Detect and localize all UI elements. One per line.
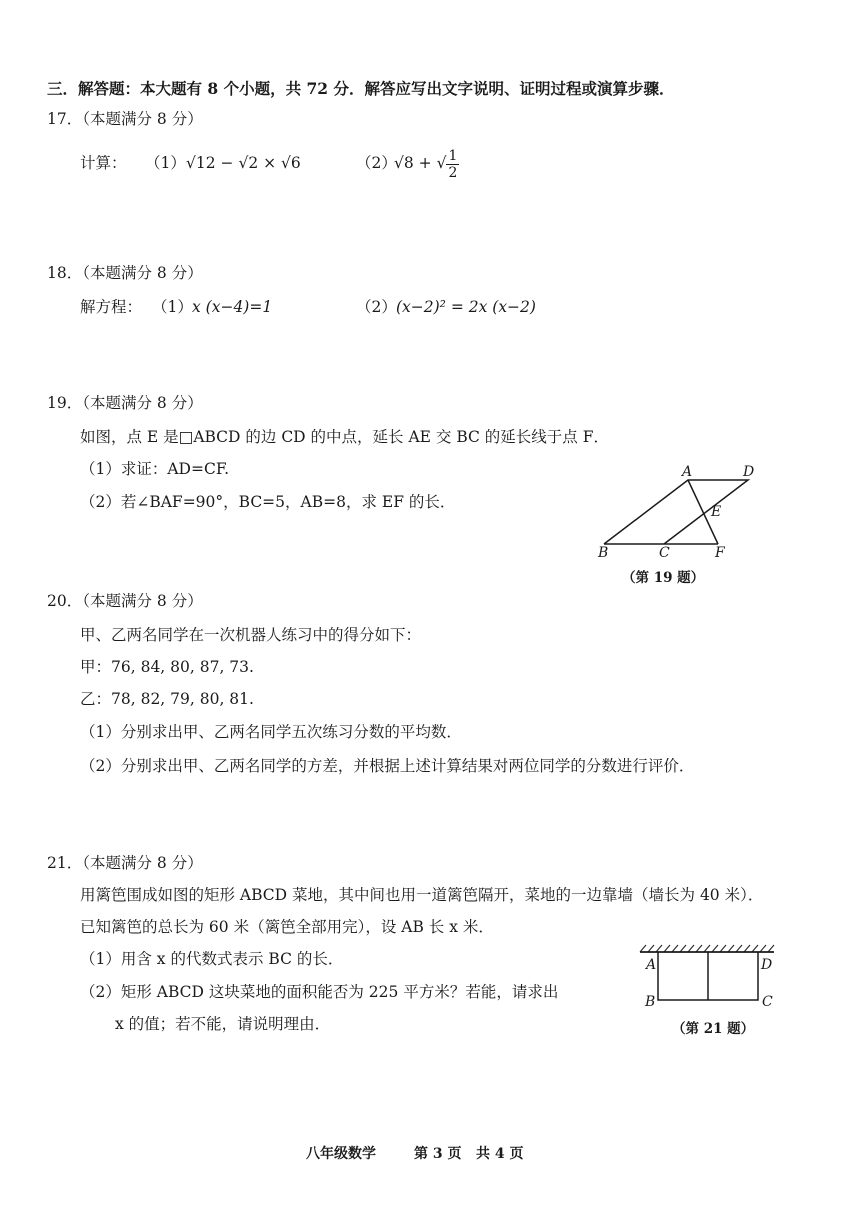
q20-jia-scores: 甲：76, 84, 80, 87, 73. — [80, 658, 254, 676]
q21-stem-line1: 用篱笆围成如图的矩形 ABCD 菜地，其中间也用一道篱笆隔开，菜地的一边靠墙（墙长为 40 米）． — [80, 886, 764, 904]
label-c: C — [659, 545, 670, 558]
q20-part2: （2）分别求出甲、乙两名同学的方差，并根据上述计算结果对两位同学的分数进行评价． — [80, 757, 695, 775]
parallelogram-abcd — [604, 480, 748, 544]
q17-part2-expression — [394, 146, 459, 181]
label-d: D — [743, 464, 755, 480]
q18-part1-equation: x (x−4)=1 — [192, 298, 273, 316]
footer-subject: 八年级数学 — [306, 1146, 376, 1162]
q21-caption: （第 21 题） — [672, 1021, 755, 1037]
q17-part2-label: （2） — [356, 154, 397, 172]
wall-hatching — [640, 945, 774, 952]
q18-title: 18．（本题满分 8 分） — [47, 264, 203, 282]
q18-part1-label: （1） — [152, 298, 193, 316]
q17-title: 17．（本题满分 8 分） — [47, 110, 203, 128]
q21-part2-line2: x 的值；若不能，请说明理由． — [115, 1015, 331, 1033]
label-b: B — [645, 994, 656, 1010]
q20-yi-scores: 乙：78, 82, 79, 80, 81. — [80, 690, 254, 708]
footer-total-pages: 共 4 页 — [476, 1146, 524, 1162]
label-d: D — [761, 957, 773, 973]
q18-lead: 解方程： — [80, 298, 143, 316]
q19-title: 19．（本题满分 8 分） — [47, 394, 203, 412]
q21-part2-line1: （2）矩形 ABCD 这块菜地的面积能否为 225 平方米？若能，请求出 — [80, 983, 559, 1001]
q20-part1: （1）分别求出甲、乙两名同学五次练习分数的平均数． — [80, 723, 462, 741]
label-f: F — [715, 545, 725, 558]
label-e: E — [711, 504, 722, 520]
q21-stem-line2: 已知篱笆的总长为 60 米（篱笆全部用完），设 AB 长 x 米． — [80, 918, 494, 936]
fraction-numerator: 1 — [448, 147, 458, 164]
q21-title: 21．（本题满分 8 分） — [47, 854, 203, 872]
q19-part2: （2）若∠BAF=90°，BC=5，AB=8，求 EF 的长． — [80, 493, 456, 511]
q19-parallelogram-figure — [590, 462, 770, 558]
q17-part1-label: （1） — [145, 154, 186, 172]
label-c: C — [762, 994, 773, 1010]
label-b: B — [598, 545, 609, 558]
footer-page-number: 第 3 页 — [414, 1146, 462, 1162]
q17-part1-expression: √12 − √2 × √6 — [186, 154, 301, 172]
label-a: A — [682, 464, 693, 480]
fraction-denominator: 2 — [448, 164, 458, 181]
q18-part2-label: （2） — [356, 298, 397, 316]
q19-part1: （1）求证：AD=CF. — [80, 460, 230, 478]
q19-caption: （第 19 题） — [622, 570, 705, 586]
label-a: A — [646, 957, 657, 973]
q17-part2-radical: √ — [436, 154, 447, 172]
q19-stem: 如图，点 E 是□ABCD 的边 CD 的中点，延长 AE 交 BC 的延长线于点 F． — [80, 428, 609, 446]
q17-part2-sqrt8: √8 + — [394, 154, 437, 172]
section-header: 三．解答题：本大题有 8 个小题，共 72 分．解答应写出文字说明、证明过程或演算步骤． — [47, 79, 675, 98]
q20-stem: 甲、乙两名同学在一次机器人练习中的得分如下： — [80, 626, 422, 644]
q20-title: 20．（本题满分 8 分） — [47, 592, 203, 610]
q18-part2-equation: (x−2)² = 2x (x−2) — [396, 298, 536, 316]
q21-part1: （1）用含 x 的代数式表示 BC 的长． — [80, 950, 344, 968]
q17-lead: 计算： — [80, 154, 127, 172]
q17-part2-fraction — [446, 148, 459, 181]
q21-garden-figure — [632, 942, 782, 1010]
